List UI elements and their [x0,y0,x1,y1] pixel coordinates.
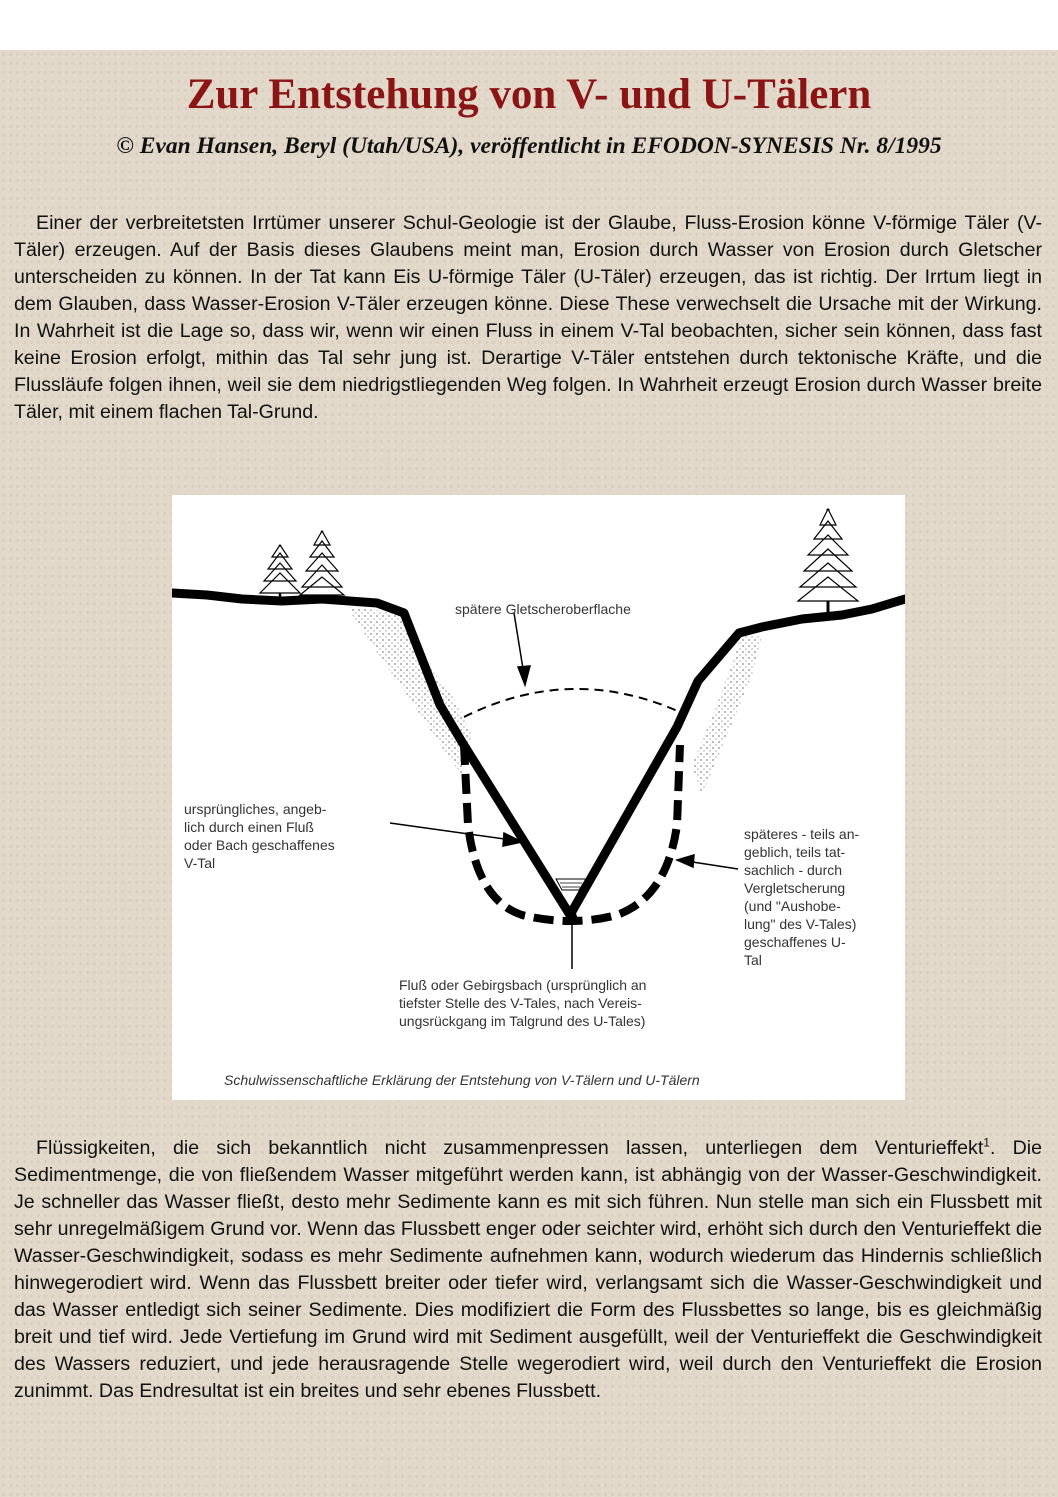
arrow-u-valley [677,855,738,869]
tree-left-2 [300,531,344,599]
label-river: Fluß oder Gebirgsbach (ursprünglich an tiefster Stelle des V-Tales, nach Vereis- ungsrückgang im Talgrund des U-Tales) [399,977,647,1029]
glacier-surface-line [464,689,682,717]
rock-right [692,635,762,795]
valley-diagram-svg [172,495,905,1100]
arrow-river [566,905,578,969]
paragraph-2-start: Flüssigkeiten, die sich bekanntlich nicht zusammenpressen lassen, unterliegen dem Venturieffekt [36,1137,984,1159]
arrow-v-valley [390,823,522,846]
footnote-ref[interactable]: 1 [983,1135,990,1150]
label-u-valley: späteres - teils an- geblich, teils tat- sachlich - durch Vergletscherung (und "Aushobe- lung" des V-Tales) geschaffenes U- Tal [744,826,860,968]
page-title: Zur Entstehung von V- und U-Tälern [186,71,872,118]
label-v-valley: ursprüngliches, angeb- lich durch einen Fluß oder Bach geschaffenes V-Tal [184,801,335,871]
paragraph-2-rest: . Die Sedimentmenge, die von fließendem Wasser mitgeführt werden kann, ist abhängig von der Wasser-Geschwindigkeit. Je schneller das Wasser fließt, desto mehr Sedimente kann es mit sich führen. Nun stelle man sich ein Flussbett mit sehr unregelmäßigem Grund vor. Wenn das Flussbett enger oder seichter wird, erhöht sich durch den Venturieffekt die Wasser-Geschwindigkeit, sodass es mehr Sedimente aufnehmen kann, wodurch wiederum das Hindernis schließlich hinwegerodiert wird. Wenn das Flussbett breiter oder tiefer wird, verlangsamt sich die Wasser-Geschwindigkeit und das Wasser entledigt sich seiner Sedimente. Dies modifiziert die Form des Flussbettes so lange, bis es gleichmäßig breit und tief wird. Jede Vertiefung im Grund wird mit Sediment ausgefüllt, weil der Venturieffekt die Geschwindigkeit des Wassers reduziert, und jede herausragende Stelle wegerodiert wird, weil durch den Venturieffekt die Erosion zunimmt. Das Endresultat ist ein breites und sehr ebenes Flussbett. [14,1137,1043,1402]
page-background [0,50,1058,1497]
tree-right [798,509,858,617]
valley-diagram [172,495,905,1100]
paragraph-1: Einer der verbreitetsten Irrtümer unserer Schul-Geologie ist der Glaube, Fluss-Erosion könne V-förmige Täler (V-Täler) erzeugen. Auf der Basis dieses Glaubens meint man, Erosion durch Wasser von Erosion durch Gletscher unterscheiden zu können. In der Tat kann Eis U-förmige Täler (U-Täler) erzeugen, das ist richtig. Der Irrtum liegt in dem Glauben, dass Wasser-Erosion V-Täler erzeugen könne. Diese These verwechselt die Ursache mit der Wirkung. In Wahrheit ist die Lage so, dass wir, wenn wir einen Fluss in einem V-Tal beobachten, sicher sein können, dass fast keine Erosion erfolgt, mithin das Tal sehr jung ist. Derartige V-Täler entstehen durch tektonische Kräfte, und die Flussläufe folgen ihnen, weil sie dem niedrigstliegenden Weg folgen. In Wahrheit erzeugt Erosion durch Wasser breite Täler, mit einem flachen Tal-Grund. [14,212,1042,423]
label-glacier-surface: spätere Gletscheroberflache [455,601,631,617]
figure-caption: Schulwissenschaftliche Erklärung der Entstehung von V-Tälern und U-Tälern [224,1072,700,1088]
arrow-glacier [514,613,530,685]
paragraph-2 [14,1135,1042,1405]
author-line: © Evan Hansen, Beryl (Utah/USA), veröffentlicht in EFODON-SYNESIS Nr. 8/1995 [116,133,942,159]
tree-left-1 [260,545,300,601]
